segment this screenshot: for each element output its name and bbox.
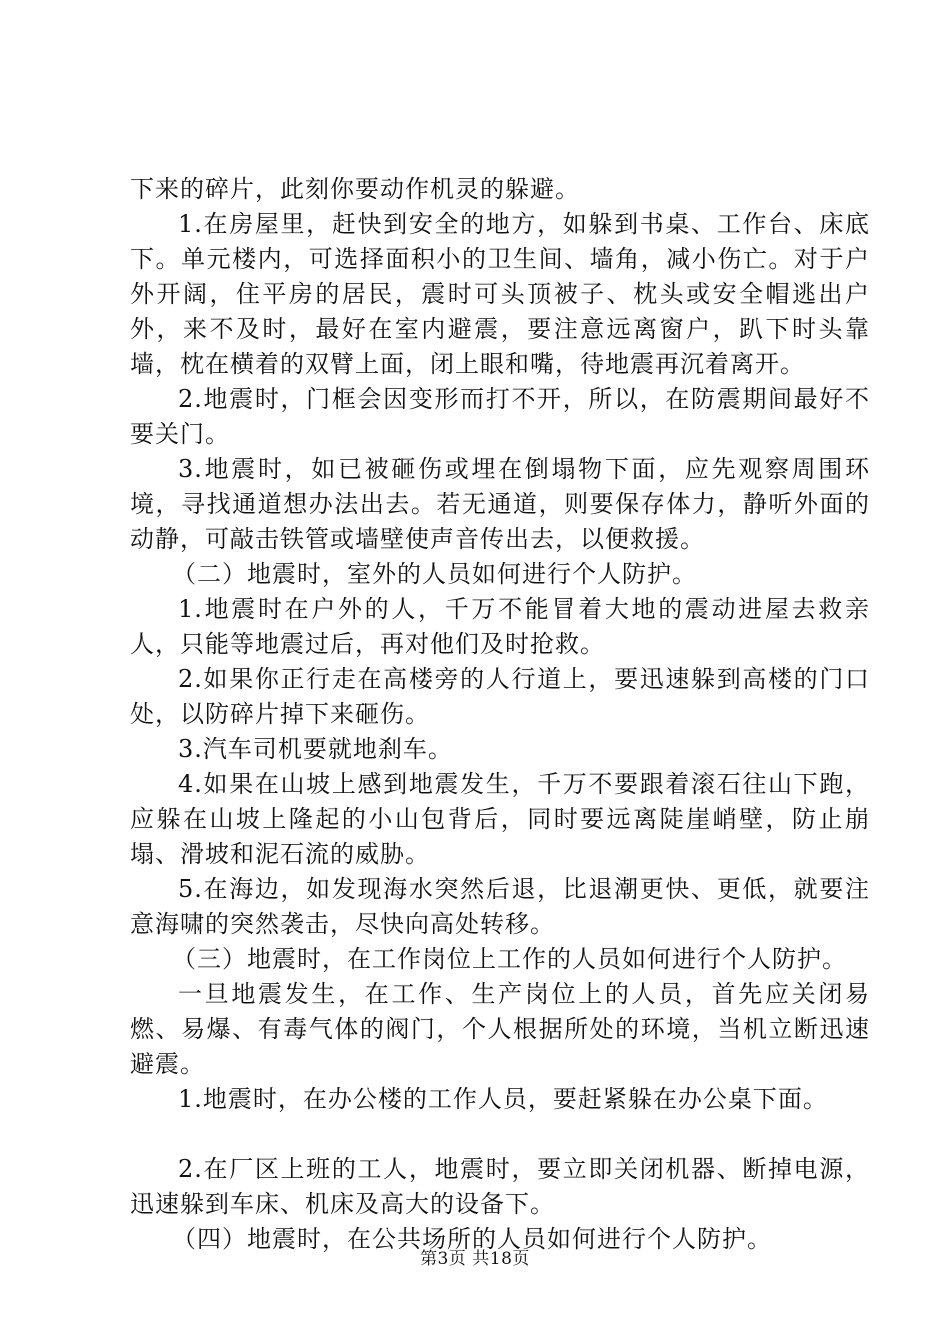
paragraph-outdoor-item-3: 3.汽车司机要就地刹车。 xyxy=(178,735,453,763)
paragraph-workplace-item-2: 2.在厂区上班的工人，地震时，要立即关闭机器、断掉电源，迅速躲到车床、机床及高大的设备下。 xyxy=(130,1155,870,1218)
section-heading-workplace: （三）地震时，在工作岗位上工作的人员如何进行个人防护。 xyxy=(172,945,847,973)
paragraph-item-1-indoors: 1.在房屋里，赶快到安全的地方，如躲到书桌、工作台、床底下。单元楼内，可选择面积小的卫生间、墙角，减小伤亡。对于户外开阔，住平房的居民，震时可头顶被子、枕头或安全帽逃出户外，来不及时，最好在室内避震，要注意远离窗户，趴下时头靠墙，枕在横着的双臂上面，闭上眼和嘴，待地震再沉着离开。 xyxy=(130,210,870,378)
page-footer: 第3页 共18页 xyxy=(420,1249,530,1269)
blank-line xyxy=(130,1117,870,1152)
paragraph-outdoor-item-4: 4.如果在山坡上感到地震发生，千万不要跟着滚石往山下跑，应躲在山坡上隆起的小山包背后，同时要远离陡崖峭壁，防止崩塌、滑坡和泥石流的威胁。 xyxy=(130,770,870,868)
paragraph-item-3-trapped: 3.地震时，如已被砸伤或埋在倒塌物下面，应先观察周围环境，寻找通道想办法出去。若无通道，则要保存体力，静听外面的动静，可敲击铁管或墙壁使声音传出去，以便救援。 xyxy=(130,455,870,553)
paragraph-workplace-item-1: 1.地震时，在办公楼的工作人员，要赶紧躲在办公桌下面。 xyxy=(178,1085,828,1113)
paragraph-workplace-intro: 一旦地震发生，在工作、生产岗位上的人员，首先应关闭易燃、易爆、有毒气体的阀门，个人根据所处的环境，当机立断迅速避震。 xyxy=(130,980,870,1078)
section-heading-public: （四）地震时，在公共场所的人员如何进行个人防护。 xyxy=(172,1225,772,1253)
paragraph-outdoor-item-1: 1.地震时在户外的人，千万不能冒着大地的震动进屋去救亲人，只能等地震过后，再对他们及时抢救。 xyxy=(130,595,870,658)
paragraph-outdoor-item-5: 5.在海边，如发现海水突然后退，比退潮更快、更低，就要注意海啸的突然袭击，尽快向高处转移。 xyxy=(130,875,870,938)
document-body xyxy=(130,172,870,1257)
section-heading-outdoor: （二）地震时，室外的人员如何进行个人防护。 xyxy=(172,560,697,588)
paragraph-continuation: 下来的碎片，此刻你要动作机灵的躲避。 xyxy=(130,175,580,203)
paragraph-outdoor-item-2: 2.如果你正行走在高楼旁的人行道上，要迅速躲到高楼的门口处，以防碎片掉下来砸伤。 xyxy=(130,665,870,728)
paragraph-item-2-door: 2.地震时，门框会因变形而打不开，所以，在防震期间最好不要关门。 xyxy=(130,385,870,448)
